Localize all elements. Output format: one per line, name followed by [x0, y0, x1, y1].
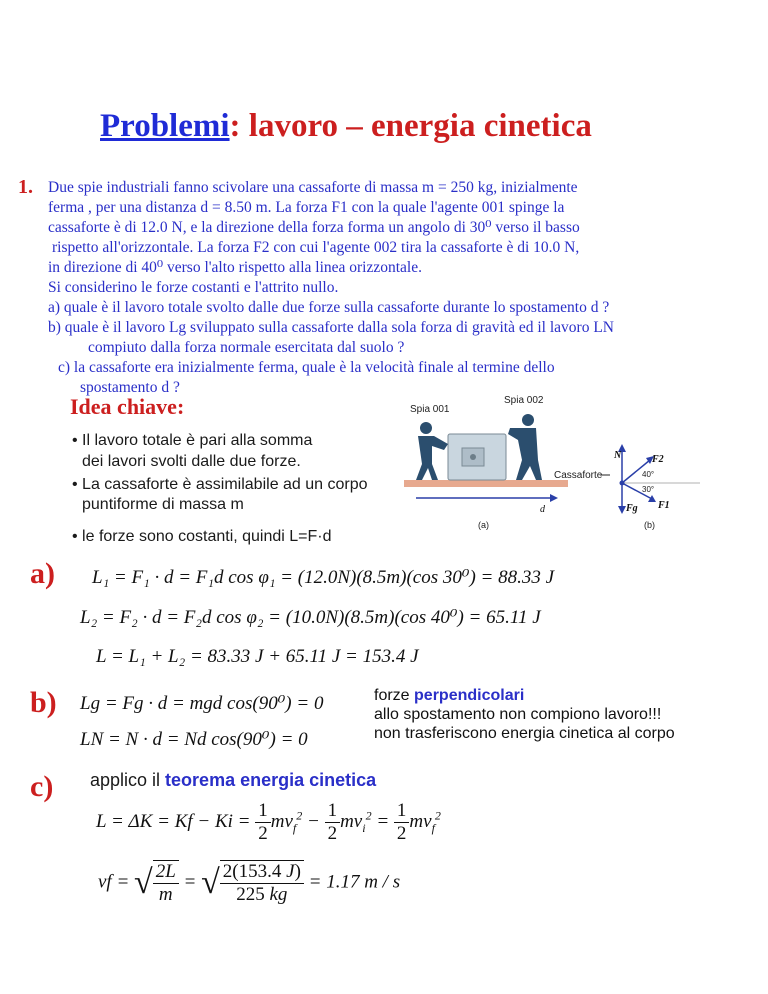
- safe-figure: [404, 388, 704, 538]
- idea-bullet-1b: dei lavori svolti dalle due forze.: [82, 453, 301, 470]
- eq-b1: Lg = Fg · d = mgd cos(90⁰) = 0: [80, 693, 324, 714]
- fig-label-Fg: Fg: [626, 503, 638, 514]
- title-topic: lavoro – energia cinetica: [240, 108, 592, 144]
- problem-line-8: b) quale è il lavoro Lg sviluppato sulla cassaforte dalla sola forza di gravità ed il lavoro LN: [48, 319, 614, 336]
- title-colon: :: [229, 108, 241, 144]
- eq-c2: vf = √ $\frac{2L}{m}$ = √ $\frac{2(153.4 J)}{225 kg}$ = 1.17 m / s: [98, 861, 401, 905]
- frac-half-3: $\frac{1}{2}$: [394, 800, 410, 845]
- idea-bullet-3: • le forze sono costanti, quindi L=F·d: [72, 528, 332, 545]
- problem-line-10: c) la cassaforte era inizialmente ferma, quale è la velocità finale al termine dello: [58, 359, 555, 376]
- spy-001: [416, 422, 448, 480]
- fig-label-N: N: [614, 450, 622, 461]
- problem-line-11: spostamento d ?: [80, 379, 180, 396]
- fig-label-spia1: Spia 001: [410, 404, 450, 415]
- problem-line-1: Due spie industriali fanno scivolare una cassaforte di massa m = 250 kg, inizialmente: [48, 179, 578, 196]
- problem-line-4: rispetto all'orizzontale. La forza F2 con cui l'agente 002 tira la cassaforte è di 10.0 N,: [52, 239, 580, 256]
- problem-line-2: ferma , per una distanza d = 8.50 m. La forza F1 con la quale l'agente 001 spinge la: [48, 199, 565, 216]
- problem-line-5: in direzione di 40⁰ verso l'alto rispetto alla linea orizzontale.: [48, 259, 422, 276]
- frac-numeric: $\frac{2(153.4 J)}{225 kg}$: [220, 860, 304, 906]
- fig-label-30: 30°: [642, 485, 655, 494]
- eq-a2: L₂ = F₂ · d = F₂d cos φ₂ = (10.0N)(8.5m)(cos 40⁰) = 65.11 J: [80, 607, 541, 628]
- problem-line-6: Si considerino le forze costanti e l'attrito nullo.: [48, 279, 339, 296]
- idea-bullet-2a: • La cassaforte è assimilabile ad un corpo: [72, 476, 368, 493]
- fig-label-F1: F1: [658, 500, 670, 511]
- applico-line: [90, 770, 376, 791]
- fig-label-40: 40°: [642, 470, 655, 479]
- problem-number: 1.: [18, 176, 33, 198]
- fig-label-F2: F2: [652, 454, 664, 465]
- spy-002: [508, 414, 542, 480]
- page-title: [100, 108, 592, 145]
- eq-c2-right: = 1.17 m / s: [308, 871, 401, 893]
- frac-half-2: $\frac{1}{2}$: [325, 800, 341, 845]
- floor: [404, 480, 568, 487]
- problem-line-3: cassaforte è di 12.0 N, e la direzione della forza forma un angolo di 30⁰ verso il basso: [48, 219, 580, 236]
- note-line-3: non trasferiscono energia cinetica al corpo: [374, 725, 675, 742]
- applico-text: applico il: [90, 770, 166, 790]
- note-line-2: allo spostamento non compiono lavoro!!!: [374, 706, 662, 723]
- title-problemi: Problemi: [100, 108, 230, 144]
- eq-b2: LN = N · d = Nd cos(90⁰) = 0: [80, 729, 308, 750]
- fig-label-d: d: [540, 504, 545, 515]
- idea-bullet-1a: • Il lavoro totale è pari alla somma: [72, 432, 313, 449]
- frac-2L-m: $\frac{2L}{m}$: [153, 860, 179, 906]
- applico-theorem: teorema energia cinetica: [165, 770, 377, 790]
- fig-label-a: (a): [478, 520, 489, 530]
- safe-dial: [470, 454, 476, 460]
- eq-a3: L = L₁ + L₂ = 83.33 J + 65.11 J = 153.4 J: [96, 646, 419, 667]
- eq-c1-left: L = ΔK = Kf − Ki =: [96, 810, 251, 832]
- fig-label-spia2: Spia 002: [504, 395, 544, 406]
- note-text: forze: [374, 687, 415, 704]
- idea-bullet-2b: puntiforme di massa m: [82, 496, 244, 513]
- frac-half-1: $\frac{1}{2}$: [255, 800, 271, 845]
- note-highlight: perpendicolari: [414, 687, 525, 704]
- fig-label-cassaforte: Cassaforte: [554, 470, 603, 481]
- label-c: c): [30, 770, 54, 803]
- problem-line-9: compiuto dalla forza normale esercitata dal suolo ?: [88, 339, 405, 356]
- fig-label-b: (b): [644, 520, 655, 530]
- eq-a1: L₁ = F₁ · d = F₁d cos φ₁ = (12.0N)(8.5m)(cos 30⁰) = 88.33 J: [92, 567, 555, 588]
- note-line-1: [374, 686, 524, 705]
- problem-line-7: a) quale è il lavoro totale svolto dalle due forze sulla cassaforte durante lo spostamento d ?: [48, 299, 610, 316]
- label-a: a): [30, 557, 55, 590]
- eq-c2-left: vf =: [98, 871, 130, 893]
- label-b: b): [30, 686, 57, 719]
- idea-heading: Idea chiave:: [70, 394, 185, 419]
- eq-c1: L = ΔK = Kf − Ki = $\frac{1}{2}$ $mv_f^2$ − $\frac{1}{2}$ $mv_i^2$ = $\frac{1}{2}$ $mv_f^2$: [96, 800, 441, 844]
